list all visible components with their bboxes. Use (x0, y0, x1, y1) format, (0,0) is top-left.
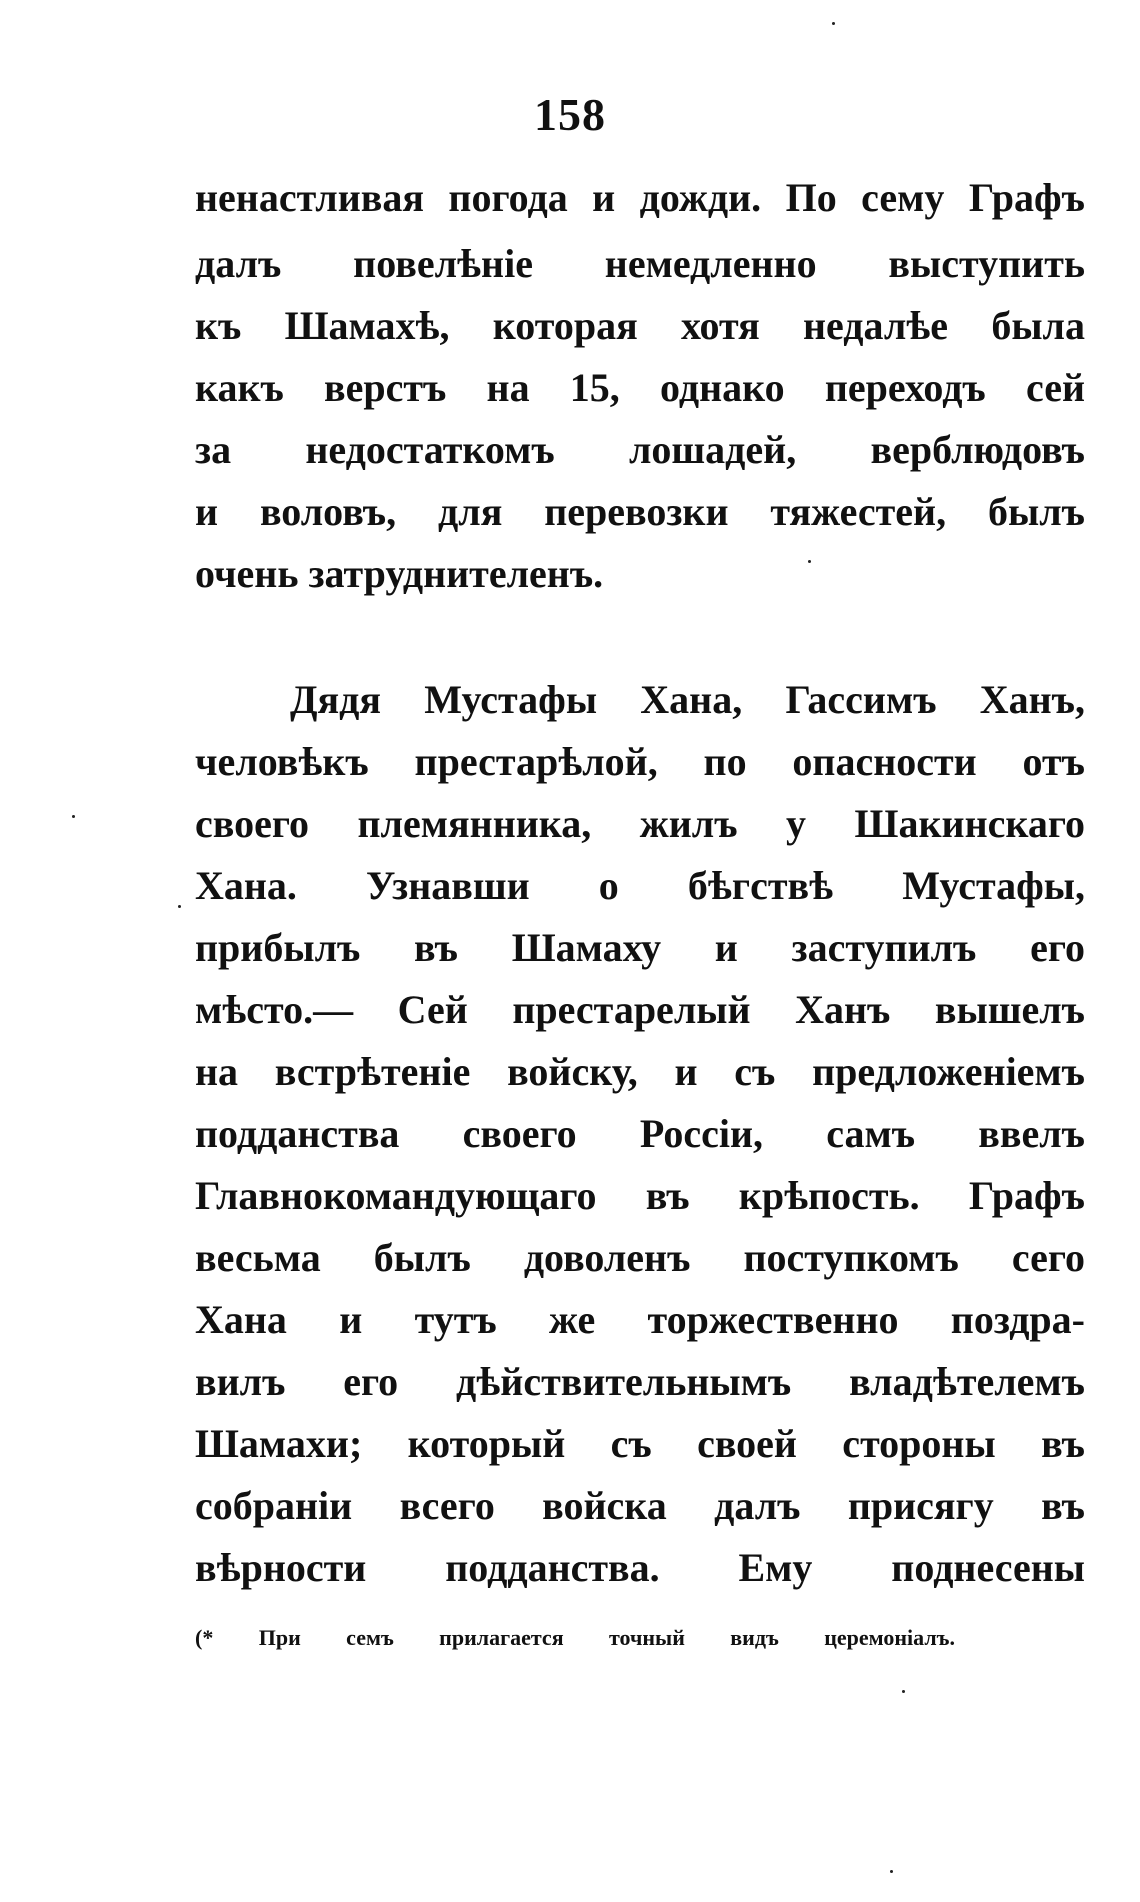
text-line: какъ верстъ на 15, однако переходъ сей (195, 365, 1085, 410)
text-line: мѣсто.— Сей престарелый Ханъ вышелъ (195, 987, 1085, 1032)
text-line: вѣрности подданства. Ему поднесены (195, 1545, 1085, 1590)
text-line: далъ повелѣніе немедленно выступить (195, 241, 1085, 286)
text-line: Дядя Мустафы Хана, Гассимъ Ханъ, (290, 677, 1085, 722)
scan-speck (832, 22, 835, 25)
text-line: Шамахи; который съ своей стороны въ (195, 1421, 1085, 1466)
scan-speck (808, 560, 811, 563)
text-line: и воловъ, для перевозки тяжестей, былъ (195, 489, 1085, 534)
text-line: прибылъ въ Шамаху и заступилъ его (195, 925, 1085, 970)
footnote: (* При семъ прилагается точный видъ церемоніалъ. (195, 1625, 955, 1650)
text-line: своего племянника, жилъ у Шакинскаго (195, 801, 1085, 846)
text-line: подданства своего Россіи, самъ ввелъ (195, 1111, 1085, 1156)
scan-speck (890, 1870, 893, 1873)
scan-speck (178, 905, 181, 908)
text-line: ненастливая погода и дожди. По сему Графъ (195, 175, 1085, 220)
text-line: Главнокомандующаго въ крѣпость. Графъ (195, 1173, 1085, 1218)
text-line: очень затруднителенъ. (195, 551, 604, 596)
text-line: къ Шамахѣ, которая хотя недалѣе была (195, 303, 1085, 348)
page-number: 158 (534, 89, 606, 140)
scan-speck (902, 1690, 905, 1693)
text-line: за недостаткомъ лошадей, верблюдовъ (195, 427, 1085, 472)
text-line: вилъ его дѣйствительнымъ владѣтелемъ (195, 1359, 1085, 1404)
text-line: Хана и тутъ же торжественно поздра- (195, 1297, 1085, 1342)
text-line: на встрѣтеніе войску, и съ предложеніемъ (195, 1049, 1085, 1094)
text-line: человѣкъ престарѣлой, по опасности отъ (195, 739, 1085, 784)
text-line: собраніи всего войска далъ присягу въ (195, 1483, 1085, 1528)
text-line: Хана. Узнавши о бѣгствѣ Мустафы, (195, 863, 1085, 908)
text-line: весьма былъ доволенъ поступкомъ сего (195, 1235, 1085, 1280)
scan-speck (72, 815, 75, 818)
